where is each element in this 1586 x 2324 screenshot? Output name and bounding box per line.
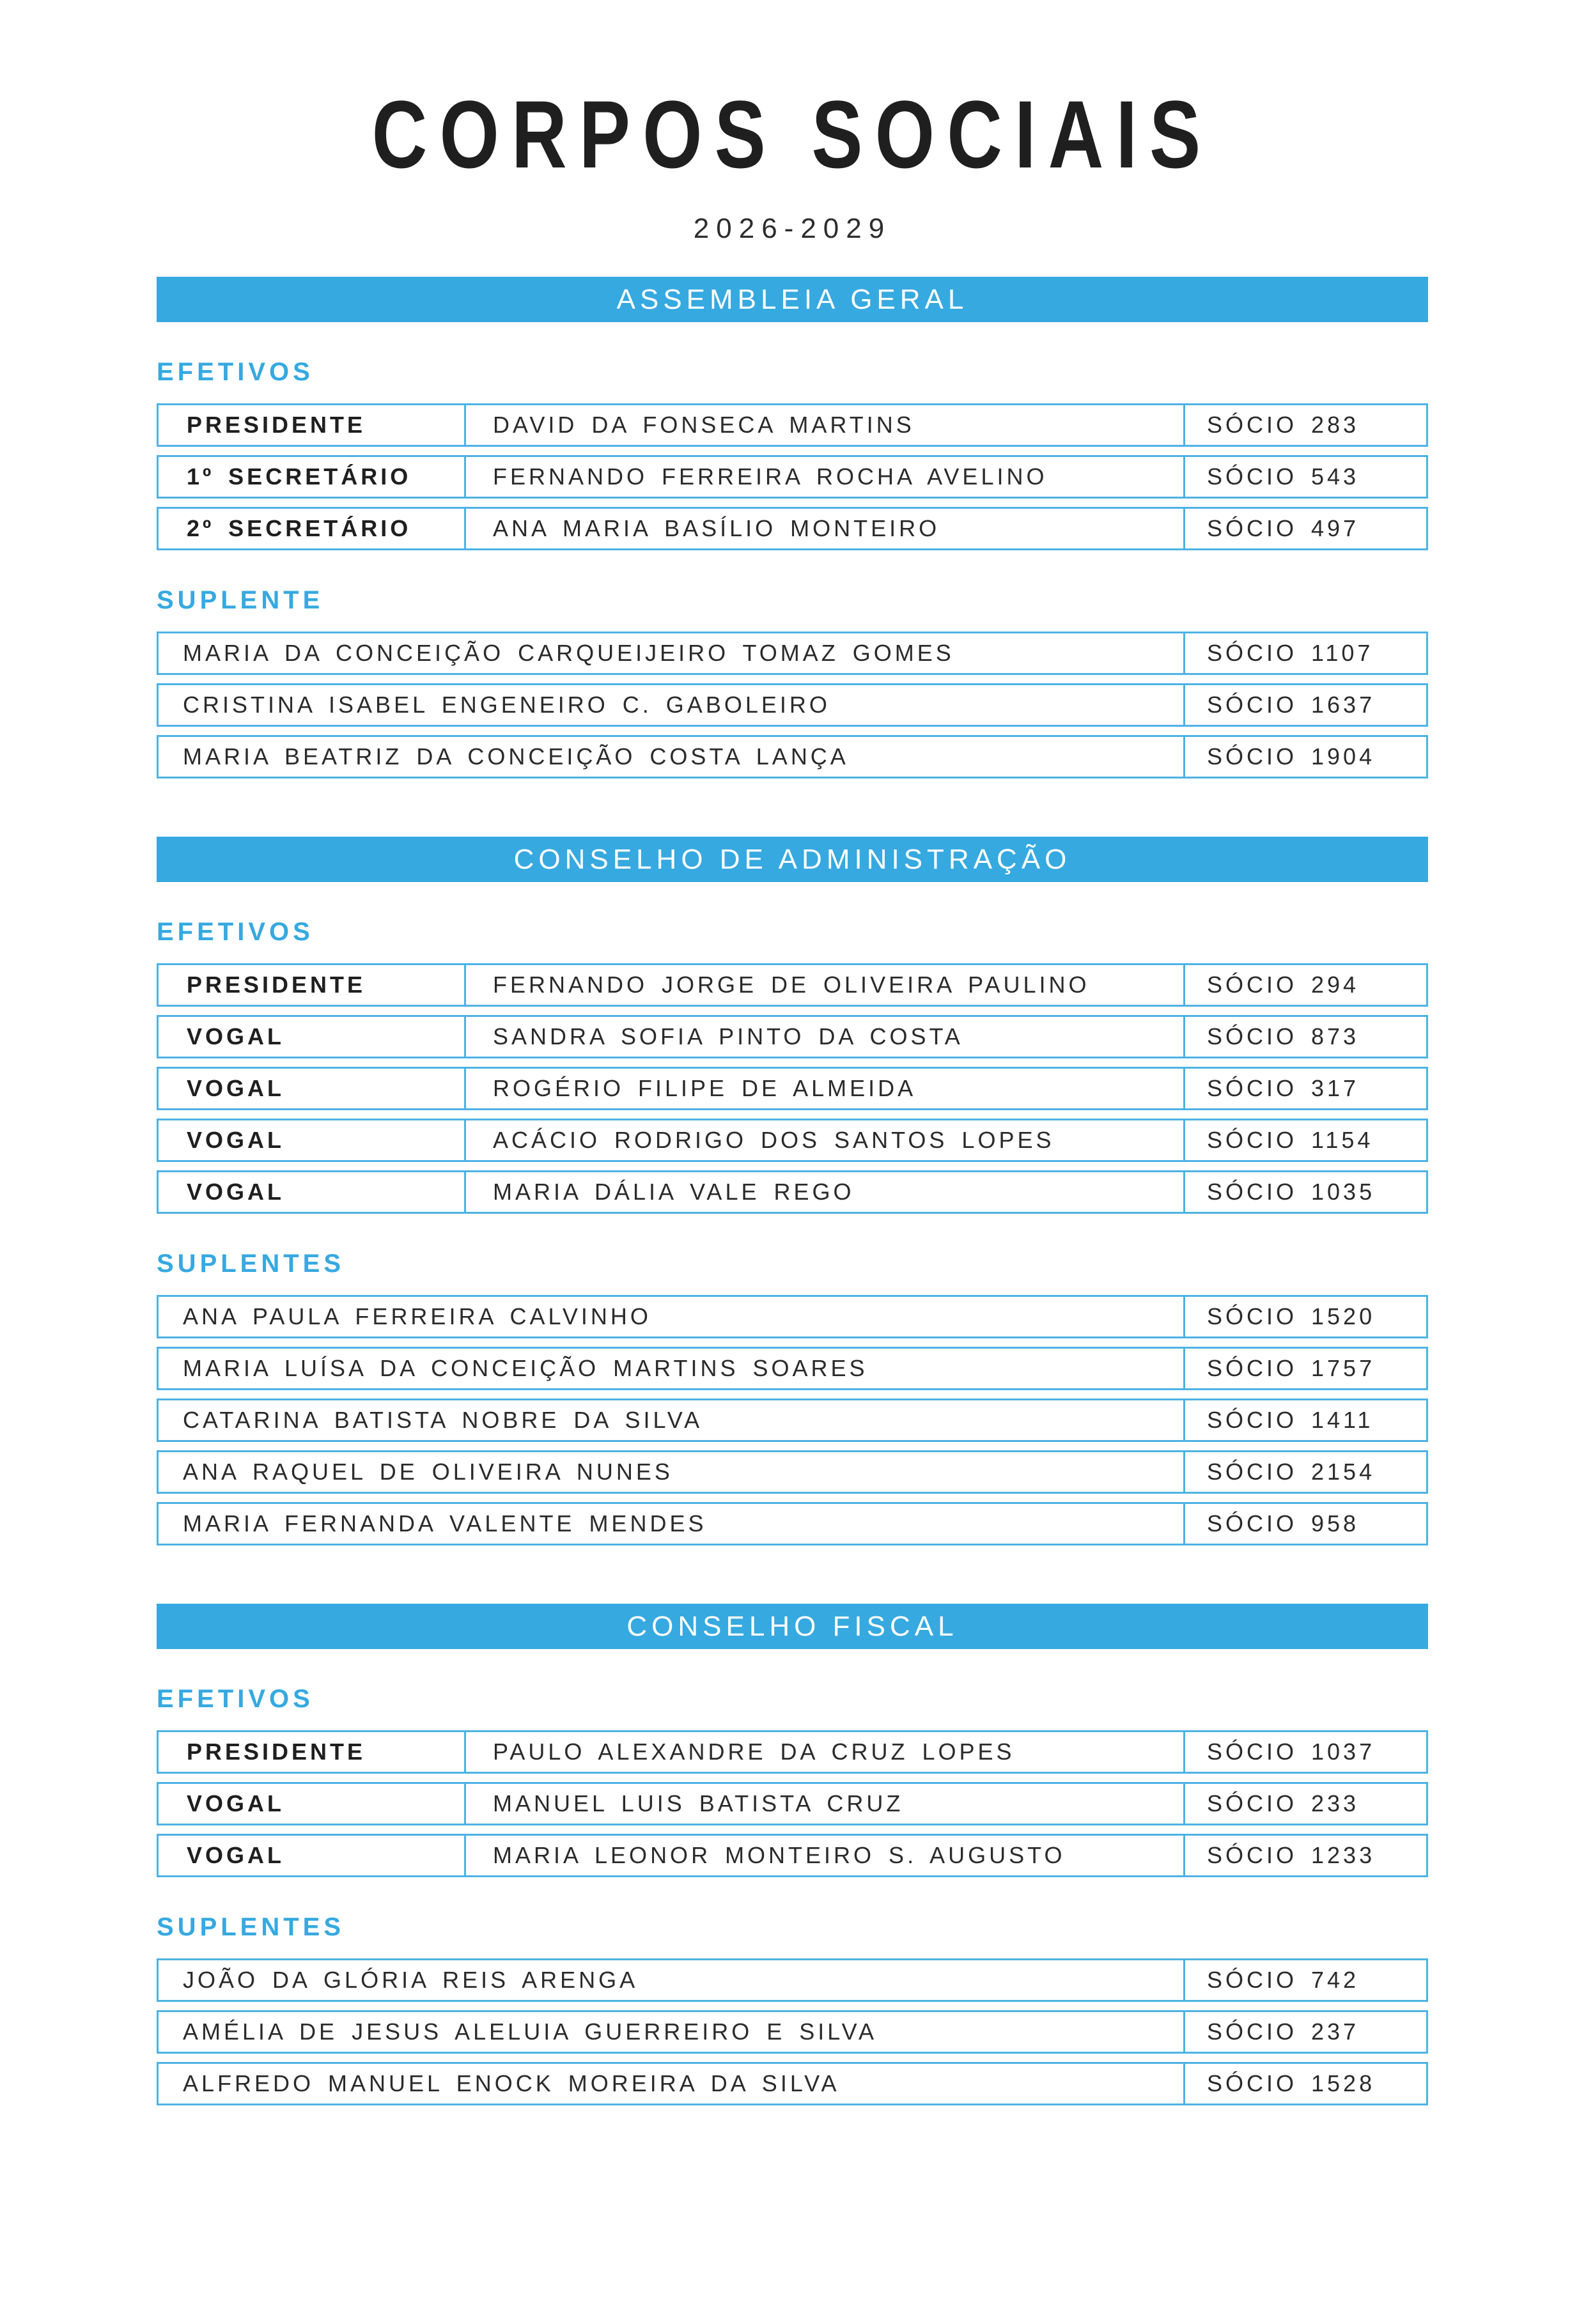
efetivos-table [157,963,1428,1214]
table-row [157,1502,1428,1545]
member-number-cell: SÓCIO 237 [1183,2012,1426,2052]
group-label-suplente: SUPLENTE [157,586,324,614]
section-header-band: CONSELHO DE ADMINISTRAÇÃO [157,837,1428,882]
section-conselho-de-administracao [157,837,1428,1545]
efetivos-table [157,403,1428,550]
member-number-cell: SÓCIO 1904 [1183,737,1426,777]
name-cell: SANDRA SOFIA PINTO DA COSTA [464,1017,1183,1057]
suplentes-table [157,631,1428,779]
document-page [0,82,1586,2105]
member-number-cell: SÓCIO 1154 [1183,1120,1426,1160]
role-cell: PRESIDENTE [187,412,366,438]
table-row [157,403,1428,447]
member-number-cell: SÓCIO 1757 [1183,1349,1426,1388]
sections-container [157,277,1428,2105]
role-cell: VOGAL [187,1075,285,1101]
page-subtitle: 2026-2029 [693,213,892,244]
group-label-suplentes: SUPLENTES [157,1913,345,1941]
group-label-efetivos: EFETIVOS [157,358,314,386]
table-row [157,1295,1428,1338]
table-row [157,1450,1428,1494]
table-row [157,1347,1428,1390]
name-cell: AMÉLIA DE JESUS ALELUIA GUERREIRO E SILVA [183,2018,877,2045]
name-cell: MANUEL LUIS BATISTA CRUZ [464,1784,1183,1824]
name-cell: ROGÉRIO FILIPE DE ALMEIDA [464,1069,1183,1108]
role-cell: VOGAL [187,1842,285,1868]
table-row [157,455,1428,499]
suplentes-table [157,1295,1428,1545]
role-cell: VOGAL [187,1179,285,1205]
member-number-cell: SÓCIO 1233 [1183,1836,1426,1875]
section-header-band: CONSELHO FISCAL [157,1604,1428,1649]
efetivos-table [157,1730,1428,1877]
table-row [157,735,1428,779]
name-cell: ANA MARIA BASÍLIO MONTEIRO [464,509,1183,548]
member-number-cell: SÓCIO 958 [1183,1504,1426,1544]
group-label-efetivos: EFETIVOS [157,918,314,946]
member-number-cell: SÓCIO 283 [1183,405,1426,445]
name-cell: ALFREDO MANUEL ENOCK MOREIRA DA SILVA [183,2070,840,2096]
name-cell: JOÃO DA GLÓRIA REIS ARENGA [183,1967,639,1993]
role-cell: VOGAL [187,1127,285,1153]
member-number-cell: SÓCIO 294 [1183,965,1426,1005]
member-number-cell: SÓCIO 317 [1183,1069,1426,1108]
role-cell: 2º SECRETÁRIO [187,515,412,541]
name-cell: CRISTINA ISABEL ENGENEIRO C. GABOLEIRO [183,692,830,718]
name-cell: MARIA FERNANDA VALENTE MENDES [183,1510,707,1537]
name-cell: FERNANDO JORGE DE OLIVEIRA PAULINO [464,965,1183,1005]
table-row [157,2010,1428,2054]
table-row [157,1398,1428,1442]
member-number-cell: SÓCIO 1037 [1183,1732,1426,1772]
member-number-cell: SÓCIO 742 [1183,1960,1426,2000]
table-row [157,1015,1428,1058]
name-cell: PAULO ALEXANDRE DA CRUZ LOPES [464,1732,1183,1772]
table-row [157,2062,1428,2105]
name-cell: ANA PAULA FERREIRA CALVINHO [183,1303,651,1329]
section-conselho-fiscal [157,1604,1428,2105]
table-row [157,631,1428,675]
member-number-cell: SÓCIO 543 [1183,457,1426,497]
section-assembleia-geral [157,277,1428,779]
member-number-cell: SÓCIO 1411 [1183,1400,1426,1440]
member-number-cell: SÓCIO 1637 [1183,685,1426,725]
table-row [157,1958,1428,2002]
member-number-cell: SÓCIO 2154 [1183,1452,1426,1492]
member-number-cell: SÓCIO 1107 [1183,633,1426,673]
name-cell: MARIA DÁLIA VALE REGO [464,1172,1183,1212]
table-row [157,1119,1428,1162]
role-cell: VOGAL [187,1023,285,1050]
role-cell: VOGAL [187,1790,285,1817]
name-cell: ACÁCIO RODRIGO DOS SANTOS LOPES [464,1120,1183,1160]
member-number-cell: SÓCIO 1528 [1183,2064,1426,2103]
member-number-cell: SÓCIO 873 [1183,1017,1426,1057]
name-cell: MARIA LEONOR MONTEIRO S. AUGUSTO [464,1836,1183,1875]
name-cell: MARIA LUÍSA DA CONCEIÇÃO MARTINS SOARES [183,1355,868,1381]
name-cell: FERNANDO FERREIRA ROCHA AVELINO [464,457,1183,497]
suplentes-table [157,1958,1428,2105]
table-row [157,507,1428,550]
table-row [157,1170,1428,1214]
member-number-cell: SÓCIO 1520 [1183,1297,1426,1336]
member-number-cell: SÓCIO 1035 [1183,1172,1426,1212]
table-row [157,1730,1428,1774]
group-label-efetivos: EFETIVOS [157,1685,314,1713]
section-header-band: ASSEMBLEIA GERAL [157,277,1428,322]
name-cell: ANA RAQUEL DE OLIVEIRA NUNES [183,1459,673,1485]
role-cell: 1º SECRETÁRIO [187,463,412,490]
name-cell: DAVID DA FONSECA MARTINS [464,405,1183,445]
group-label-suplentes: SUPLENTES [157,1250,345,1278]
name-cell: CATARINA BATISTA NOBRE DA SILVA [183,1407,703,1433]
name-cell: MARIA BEATRIZ DA CONCEIÇÃO COSTA LANÇA [183,743,849,770]
page-title: CORPOS SOCIAIS [371,81,1213,188]
table-row [157,1834,1428,1877]
name-cell: MARIA DA CONCEIÇÃO CARQUEIJEIRO TOMAZ GOMES [183,640,954,666]
table-row [157,963,1428,1007]
role-cell: PRESIDENTE [187,1739,366,1765]
member-number-cell: SÓCIO 233 [1183,1784,1426,1824]
table-row [157,683,1428,727]
table-row [157,1782,1428,1825]
role-cell: PRESIDENTE [187,972,366,998]
table-row [157,1067,1428,1110]
member-number-cell: SÓCIO 497 [1183,509,1426,548]
